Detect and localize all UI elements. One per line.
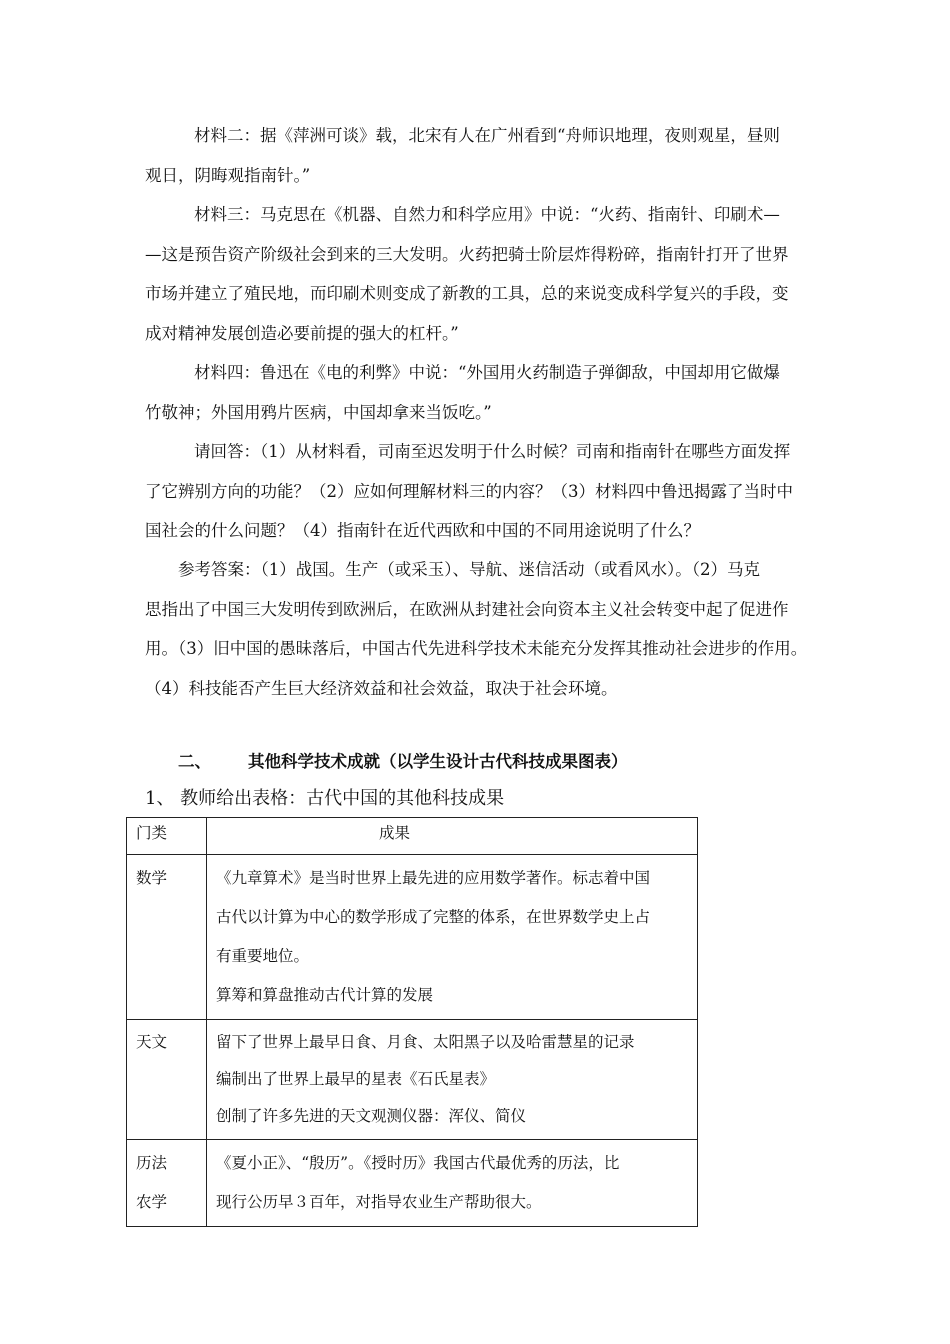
paragraph-line: 请回答：（1）从材料看，司南至迟发明于什么时候？司南和指南针在哪些方面发挥 — [194, 442, 791, 461]
paragraph-line: 了它辨别方向的功能？（2）应如何理解材料三的内容？（3）材料四中鲁迅揭露了当时中 — [145, 481, 793, 501]
result-line: 现行公历早３百年，对指导农业生产帮助很大。 — [216, 1193, 542, 1211]
paragraph-line: 用。（3）旧中国的愚昧落后，中国古代先进科学技术未能充分发挥其推动社会进步的作用。 — [145, 639, 808, 658]
table-row — [127, 1020, 698, 1140]
material-four-paragraph — [145, 353, 817, 432]
paragraph-line: —这是预告资产阶级社会到来的三大发明。火药把骑士阶层炸得粉碎，指南针打开了世界 — [145, 244, 789, 264]
category-text: 农学 — [136, 1193, 168, 1211]
results-cell — [207, 1140, 698, 1227]
paragraph-line: 思指出了中国三大发明传到欧洲后，在欧洲从封建社会向资本主义社会转变中起了促进作 — [145, 599, 789, 619]
paragraph-line: （4）科技能否产生巨大经济效益和社会效益，取决于社会环境。 — [145, 678, 618, 698]
section-title: 其他科学技术成就（以学生设计古代科技成果图表） — [248, 752, 628, 771]
material-three-paragraph — [145, 195, 817, 353]
results-cell — [207, 855, 698, 1020]
item-heading: 1、 教师给出表格：古代中国的其他科技成果 — [145, 788, 505, 809]
result-line: 有重要地位。 — [216, 947, 310, 965]
result-line: 《九章算术》是当时世界上最先进的应用数学著作。标志着中国 — [216, 869, 651, 887]
paragraph-line: 参考答案：（1）战国。生产（或采玉）、导航、迷信活动（或看风水）。（2）马克 — [178, 560, 760, 579]
table-header-row — [127, 818, 698, 855]
paragraph-line: 材料二：据《萍洲可谈》载，北宋有人在广州看到“舟师识地理，夜则观星，昼则 — [194, 126, 780, 145]
category-text: 数学 — [136, 869, 168, 887]
category-cell — [127, 1020, 207, 1140]
result-line: 创制了许多先进的天文观测仪器：浑仪、简仪 — [216, 1107, 527, 1125]
achievements-table — [126, 817, 698, 1227]
section-number: 二、 — [178, 752, 211, 771]
category-text: 天文 — [136, 1033, 168, 1051]
paragraph-line: 成对精神发展创造必要前提的强大的杠杆。” — [145, 323, 459, 343]
header-results: 成果 — [207, 818, 698, 855]
category-text: 历法 — [136, 1154, 168, 1172]
category-cell — [127, 855, 207, 1020]
question-paragraph — [145, 432, 817, 551]
category-cell — [127, 1140, 207, 1227]
results-cell — [207, 1020, 698, 1140]
paragraph-line: 材料三：马克思在《机器、自然力和科学应用》中说：“火药、指南针、印刷术— — [194, 205, 780, 224]
result-line: 《夏小正》、“殷历”。《授时历》我国古代最优秀的历法，比 — [216, 1154, 620, 1172]
header-category: 门类 — [127, 818, 207, 855]
result-line: 算筹和算盘推动古代计算的发展 — [216, 986, 434, 1004]
table-row — [127, 1140, 698, 1227]
result-line: 编制出了世界上最早的星表《石氏星表》 — [216, 1070, 496, 1088]
paragraph-line: 国社会的什么问题？（4）指南针在近代西欧和中国的不同用途说明了什么？ — [145, 521, 700, 540]
material-two-paragraph — [145, 116, 817, 195]
result-line: 留下了世界上最早日食、月食、太阳黑子以及哈雷慧星的记录 — [216, 1033, 635, 1051]
answer-paragraph — [145, 550, 817, 708]
table-row — [127, 855, 698, 1020]
paragraph-line: 市场并建立了殖民地，而印刷术则变成了新教的工具，总的来说变成科学复兴的手段，变 — [145, 284, 789, 303]
paragraph-line: 竹敬神；外国用鸦片医病，中国却拿来当饭吃。” — [145, 402, 492, 422]
result-line: 古代以计算为中心的数学形成了完整的体系，在世界数学史上占 — [216, 908, 651, 926]
section-heading — [178, 748, 628, 772]
paragraph-line: 材料四：鲁迅在《电的利弊》中说：“外国用火药制造子弹御敌，中国却用它做爆 — [194, 363, 780, 382]
paragraph-line: 观日，阴晦观指南针。” — [145, 165, 311, 185]
